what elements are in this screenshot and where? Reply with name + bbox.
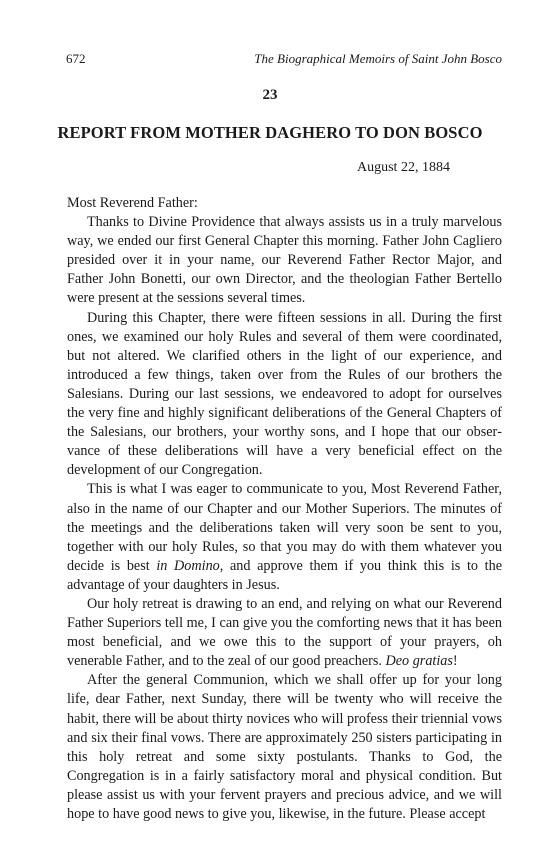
paragraph-3-text-end: , and approve them if you think this is to the advantage of your daughters in Jesus. — [67, 557, 502, 593]
latin-phrase: in Domino — [156, 557, 220, 574]
document-title: REPORT FROM MOTHER DAGHERO TO DON BOSCO — [57, 123, 483, 142]
paragraph-4 — [67, 595, 502, 671]
page-number: 672 — [66, 51, 86, 66]
running-header — [66, 51, 502, 69]
paragraph-1: Thanks to Divine Providence that always assists us in a truly marvelous way, we ended our first General Chapter this morning. Father John Cagliero presided over it in your name, our Reverend Father Rector Major, and Father John Bonetti, our own Director, and the theologian Father Bertello were present at the sessions several times. — [67, 214, 502, 307]
salutation: Most Reverend Father: — [67, 195, 198, 211]
chapter-number: 23 — [262, 87, 278, 103]
running-title: The Biographical Memoirs of Saint John Bosco — [254, 51, 502, 66]
letter-date: August 22, 1884 — [357, 160, 450, 175]
latin-phrase: Deo gratias — [385, 653, 453, 670]
paragraph-3 — [67, 480, 502, 595]
paragraph-4-text: Our holy retreat is drawing to an end, and relying on what our Reverend Father Superiors tell me, I can give you the comforting news that it has been most beneficial, and we owe this to the support of your prayers, oh venerable Father, and to the zeal of our good preachers. — [67, 595, 502, 670]
paragraph-2: During this Chapter, there were fifteen sessions in all. During the first ones, we examined our holy Rules and several of them were coordinated, but not altered. We clarified others in the light of our experience, and introduced a few things, taken over from the Rules of our brothers the Salesians. During our last sessions, we endeavored to adopt for ourselves the very fine and highly significant deliberations of the General Chapters of the Salesians, our brothers, your worthy sons, and I hope that our observance of these deliberations will have a very beneficial effect on the development of our Congregation. — [67, 309, 502, 479]
letter-body — [67, 194, 502, 824]
paragraph-3-text: This is what I was eager to communicate to you, Most Reverend Father, also in the name of our Chapter and our Mother Superiors. The minutes of the meetings and the deliberations taken will very soon be sent to you, together with our holy Rules, so that you may do with them whatever you decide is best — [67, 481, 502, 574]
paragraph-4-text-end: ! — [452, 653, 458, 670]
paragraph-5: After the general Communion, which we shall offer up for your long life, dear Father, next Sunday, there will be twenty who will receive the habit, there will be about thirty novices who will profess their triennial vows and six their final vows. There are approximately 250 sisters participating in this holy retreat and some sixty postulants. Thanks to God, the Congregation is in a fairly satisfactory moral and physical condition. But please assist us with your fervent prayers and precious advice, and we will hope to have good news to give you, likewise, in the future. Please accept — [67, 672, 502, 822]
